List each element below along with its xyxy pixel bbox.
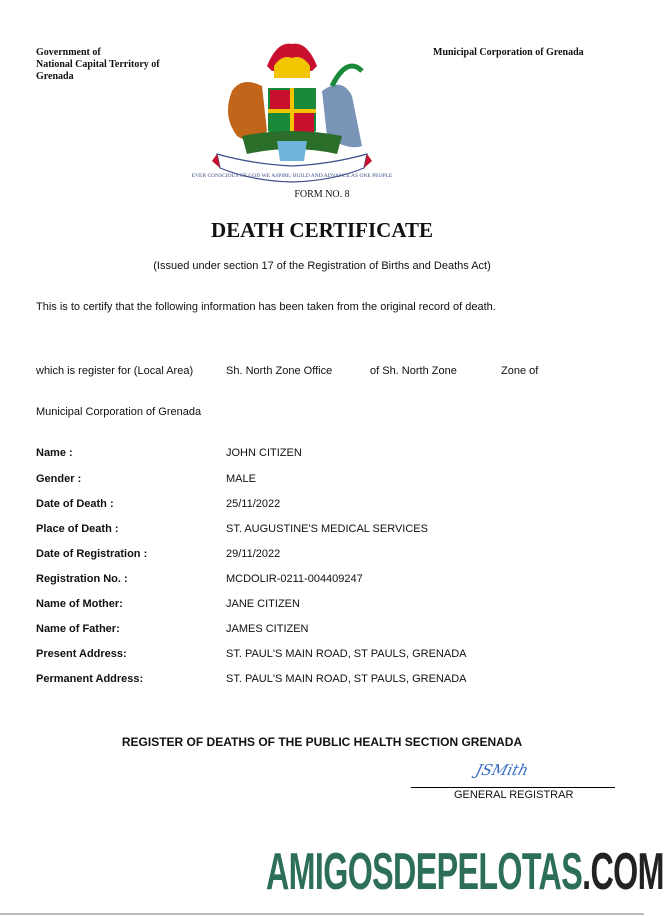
field-value: JAMES CITIZEN <box>226 623 309 635</box>
field-label: Permanent Address: <box>36 673 144 685</box>
signature-line <box>411 787 615 788</box>
field-label: Date of Registration : <box>36 548 148 560</box>
watermark-main: AMIGOSDEPELOTAS <box>266 843 583 901</box>
field-value: 25/11/2022 <box>226 498 281 510</box>
field-value: MALE <box>226 473 256 485</box>
field-value: JANE CITIZEN <box>226 598 300 610</box>
register-heading: REGISTER OF DEATHS OF THE PUBLIC HEALTH SECTION GRENADA <box>121 735 523 749</box>
register-prefix: which is register for (Local Area) <box>36 365 194 377</box>
field-value: 29/11/2022 <box>226 548 281 560</box>
certificate-title: DEATH CERTIFICATE <box>211 218 433 242</box>
field-value: ST. PAUL'S MAIN ROAD, ST PAULS, GRENADA <box>226 673 467 685</box>
form-number: FORM NO. 8 <box>294 189 350 200</box>
field-value: MCDOLIR-0211-004409247 <box>226 573 363 585</box>
svg-text:EVER CONSCIOUS OF GOD WE ASPIR: EVER CONSCIOUS OF GOD WE ASPIRE, BUILD AND ADVANCE AS ONE PEOPLE <box>191 173 393 179</box>
signature: JSMith <box>473 761 531 779</box>
register-corporation: Municipal Corporation of Grenada <box>36 406 202 418</box>
registrar-title: GENERAL REGISTRAR <box>454 789 574 801</box>
register-zone-of: Zone of <box>501 365 539 377</box>
watermark <box>266 842 664 902</box>
field-label: Present Address: <box>36 648 127 660</box>
certify-statement: This is to certify that the following information has been taken from the original record of death. <box>36 301 496 313</box>
field-value: ST. AUGUSTINE'S MEDICAL SERVICES <box>226 523 428 535</box>
gov-line: Grenada <box>36 71 74 82</box>
gov-line: Government of <box>36 47 101 58</box>
watermark-suffix: .COM <box>582 843 664 901</box>
field-label: Name of Mother: <box>36 598 123 610</box>
government-header <box>36 47 160 83</box>
field-label: Date of Death : <box>36 498 114 510</box>
gov-line: National Capital Territory of <box>36 59 160 70</box>
field-label: Gender : <box>36 473 82 485</box>
municipal-header: Municipal Corporation of Grenada <box>433 47 584 58</box>
coat-of-arms-emblem <box>191 36 393 188</box>
field-label: Place of Death : <box>36 523 119 535</box>
field-value: JOHN CITIZEN <box>226 447 302 459</box>
register-office: Sh. North Zone Office <box>226 365 333 377</box>
certificate-subtitle: (Issued under section 17 of the Registration of Births and Deaths Act) <box>153 260 491 272</box>
field-label: Name : <box>36 447 73 459</box>
field-value: ST. PAUL'S MAIN ROAD, ST PAULS, GRENADA <box>226 648 467 660</box>
bottom-divider <box>0 913 644 915</box>
field-label: Registration No. : <box>36 573 128 585</box>
register-zone: of Sh. North Zone <box>370 365 457 377</box>
field-label: Name of Father: <box>36 623 120 635</box>
